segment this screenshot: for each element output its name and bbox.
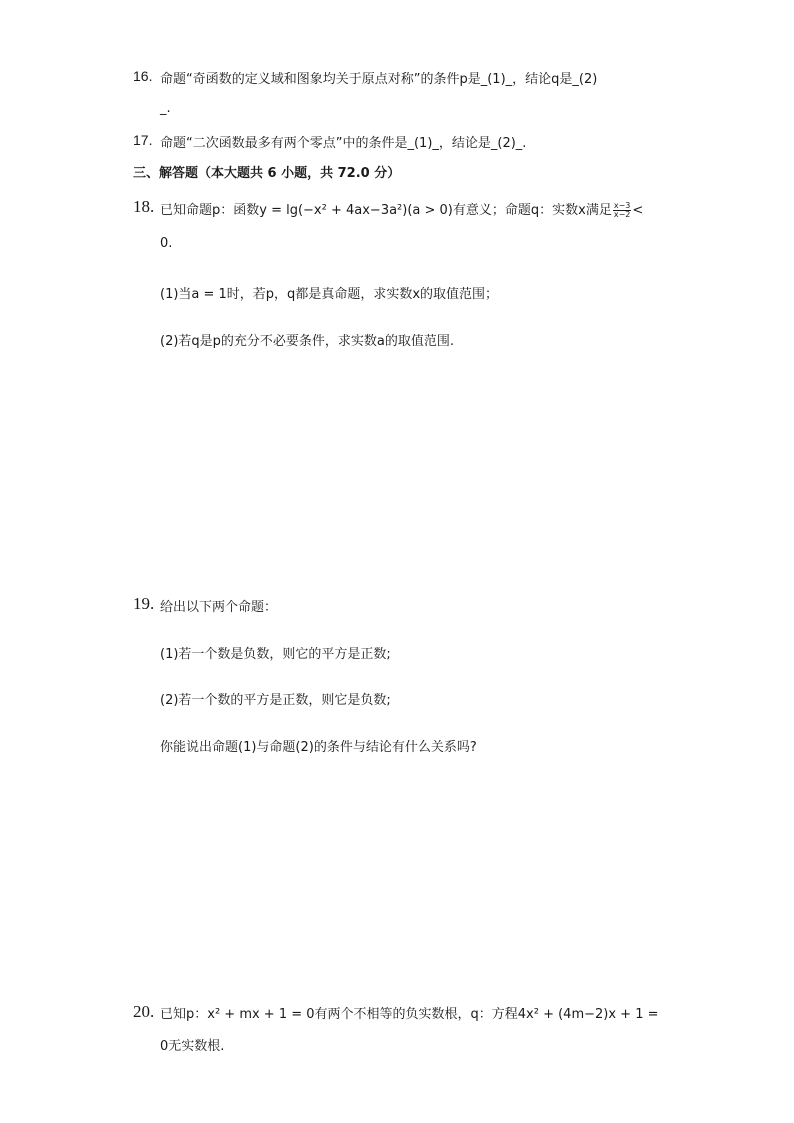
q18-part1: (1)当a = 1时，若p，q都是真命题，求实数x的取值范围； xyxy=(160,287,499,302)
q18-number: 18. xyxy=(133,197,155,216)
q18-part2: (2)若q是p的充分不必要条件，求实数a的取值范围. xyxy=(160,334,455,349)
q18-line1 xyxy=(160,199,643,219)
q19-part1: (1)若一个数是负数，则它的平方是正数; xyxy=(160,647,391,662)
q16-line2: _. xyxy=(160,101,171,116)
q19-question: 你能说出命题(1)与命题(2)的条件与结论有什么关系吗? xyxy=(160,740,477,755)
q19-part2: (2)若一个数的平方是正数，则它是负数; xyxy=(160,693,391,708)
q18-line2: 0. xyxy=(160,236,173,251)
q17-number: 17. xyxy=(133,132,153,148)
q20-line1: 已知p：x² + mx + 1 = 0有两个不相等的负实数根，q：方程4x² + (4m−2)x + 1 = xyxy=(160,1007,659,1022)
q18-line1-prefix: 已知命题p：函数y = lg(−x² + 4ax−3a²)(a > 0)有意义；命题q：实数x满足 xyxy=(160,203,612,218)
q20-number: 20. xyxy=(133,1002,155,1021)
q18-frac-denominator: x−2 xyxy=(613,210,631,219)
section-heading: 三、解答题（本大题共 6 小题，共 72.0 分） xyxy=(133,166,401,181)
q16-line1: 命题“奇函数的定义域和图象均关于原点对称”的条件p是_(1)_，结论q是_(2) xyxy=(160,72,598,87)
q18-line1-suffix: < xyxy=(632,203,644,218)
q17-line1: 命题“二次函数最多有两个零点”中的条件是_(1)_，结论是_(2)_. xyxy=(160,136,527,151)
q19-number: 19. xyxy=(133,594,155,613)
q20-line2: 0无实数根. xyxy=(160,1039,225,1054)
q18-frac-numerator: x−3 xyxy=(613,201,631,210)
q16-number: 16. xyxy=(133,68,153,84)
q18-fraction xyxy=(613,202,632,219)
q19-line1: 给出以下两个命题： xyxy=(160,600,278,615)
